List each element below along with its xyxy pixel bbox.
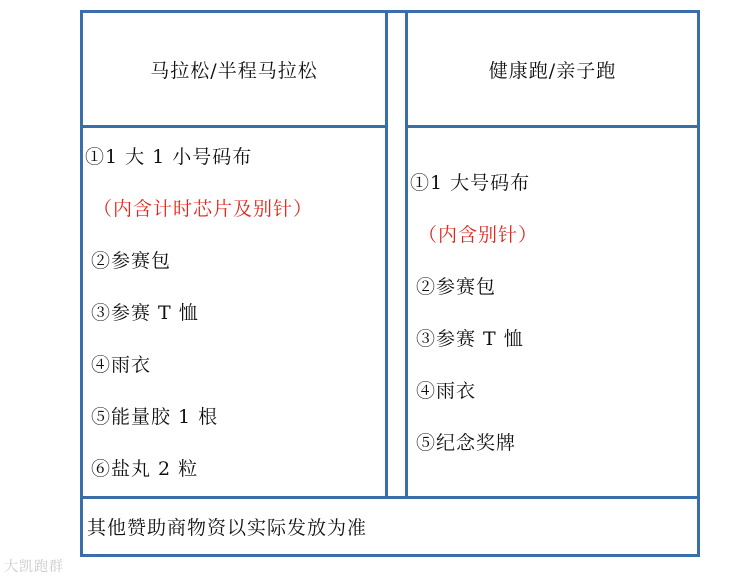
list-item: ④雨衣 (416, 380, 477, 402)
footer-note (80, 496, 700, 557)
list-item: ②参赛包 (416, 276, 497, 298)
marathon-items-cell (80, 125, 388, 499)
fun-run-items-cell (405, 125, 700, 499)
footer-note-text: 其他赞助商物资以实际发放为准 (87, 517, 368, 539)
watermark-text: 大凯跑群 (4, 559, 64, 575)
list-item: ③参赛 T 恤 (91, 302, 199, 324)
header-marathon (80, 10, 388, 128)
list-item: ③参赛 T 恤 (416, 328, 524, 350)
list-item: ⑥盐丸 2 粒 (91, 458, 199, 480)
list-item-note: （内含别针） (418, 224, 539, 246)
marathon-items-list (85, 144, 313, 508)
list-item: ①1 大号码布 (410, 172, 531, 194)
header-marathon-label: 马拉松/半程马拉松 (150, 59, 318, 82)
list-item: ⑤纪念奖牌 (416, 432, 517, 454)
list-item-note: （内含计时芯片及别针） (93, 198, 314, 220)
watermark-logo (4, 556, 64, 576)
fun-run-items-list (410, 170, 538, 482)
list-item: ②参赛包 (91, 250, 172, 272)
list-item: ④雨衣 (91, 354, 152, 376)
kit-table (80, 10, 700, 557)
list-item: ①1 大 1 小号码布 (85, 146, 253, 168)
header-fun-run-label: 健康跑/亲子跑 (488, 59, 617, 82)
list-item: ⑤能量胶 1 根 (91, 406, 219, 428)
header-fun-run (405, 10, 700, 128)
